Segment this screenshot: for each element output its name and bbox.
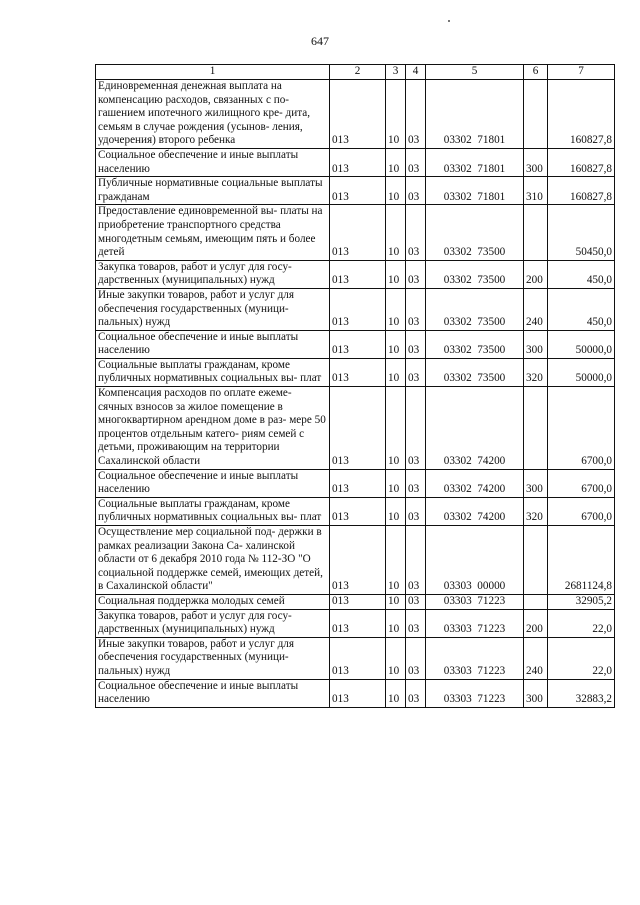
row-col-6: 240: [524, 288, 548, 330]
row-col-3: 10: [386, 594, 406, 609]
row-col-6: [524, 387, 548, 470]
row-col-3: 10: [386, 148, 406, 176]
row-col-5: 03303 71223: [426, 679, 524, 707]
row-name: Предоставление единовременной вы- платы на приобретение транспортного средства многодетным семьям, имеющим пять и более детей: [96, 205, 330, 260]
row-name: Компенсация расходов по оплате ежеме- сячных взносов за жилое помещение в многоквартирном арендном доме в раз- мере 50 процентов отдельным катего- риям семей с детьми, проживающим на территории Сахалинской области: [96, 387, 330, 470]
row-col-3: 10: [386, 637, 406, 679]
row-col-5: 03303 71223: [426, 637, 524, 679]
scan-speck: [448, 20, 450, 22]
row-name: Закупка товаров, работ и услуг для госу- дарственных (муниципальных) нужд: [96, 260, 330, 288]
row-name: Осуществление мер социальной под- держки в рамках реализации Закона Са- халинской области от 6 декабря 2010 года № 112-ЗО "О социальной поддержке семей, имеющих детей, в Сахалинской области": [96, 526, 330, 595]
row-name: Иные закупки товаров, работ и услуг для обеспечения государственных (муници- пальных) нужд: [96, 637, 330, 679]
row-col-6: 300: [524, 330, 548, 358]
header-col-3: 3: [386, 65, 406, 80]
row-col-6: [524, 594, 548, 609]
row-col-7: 50000,0: [548, 330, 615, 358]
row-col-7: 6700,0: [548, 387, 615, 470]
row-name: Социальная поддержка молодых семей: [96, 594, 330, 609]
row-col-4: 03: [406, 205, 426, 260]
row-name: Единовременная денежная выплата на компенсацию расходов, связанных с по- гашением ипотечного жилищного кре- дита, семьям в случае рождения (усынов- ления, удочерения) второго ребенка: [96, 80, 330, 149]
row-col-7: 32905,2: [548, 594, 615, 609]
row-col-5: 03303 71223: [426, 594, 524, 609]
header-col-4: 4: [406, 65, 426, 80]
row-col-4: 03: [406, 260, 426, 288]
row-col-3: 10: [386, 469, 406, 497]
header-col-5: 5: [426, 65, 524, 80]
row-col-2: 013: [330, 609, 386, 637]
row-col-5: 03302 73500: [426, 330, 524, 358]
row-col-7: 50450,0: [548, 205, 615, 260]
table-row: [96, 497, 615, 525]
row-col-3: 10: [386, 288, 406, 330]
row-col-2: 013: [330, 177, 386, 205]
row-col-6: 320: [524, 358, 548, 386]
row-col-4: 03: [406, 288, 426, 330]
row-col-2: 013: [330, 148, 386, 176]
row-col-3: 10: [386, 80, 406, 149]
row-col-3: 10: [386, 497, 406, 525]
row-name: Иные закупки товаров, работ и услуг для обеспечения государственных (муници- пальных) нужд: [96, 288, 330, 330]
row-col-4: 03: [406, 469, 426, 497]
row-col-4: 03: [406, 387, 426, 470]
row-name: Закупка товаров, работ и услуг для госу- дарственных (муниципальных) нужд: [96, 609, 330, 637]
row-col-6: 200: [524, 609, 548, 637]
row-col-2: 013: [330, 205, 386, 260]
row-col-5: 03302 74200: [426, 497, 524, 525]
row-name: Социальное обеспечение и иные выплаты населению: [96, 469, 330, 497]
table-row: [96, 205, 615, 260]
table-row: [96, 594, 615, 609]
row-col-2: 013: [330, 469, 386, 497]
row-name: Социальное обеспечение и иные выплаты населению: [96, 330, 330, 358]
row-col-7: 160827,8: [548, 80, 615, 149]
table-row: [96, 358, 615, 386]
row-col-5: 03302 74200: [426, 469, 524, 497]
row-name: Социальные выплаты гражданам, кроме публичных нормативных социальных вы- плат: [96, 497, 330, 525]
row-col-3: 10: [386, 177, 406, 205]
row-col-3: 10: [386, 358, 406, 386]
row-col-3: 10: [386, 387, 406, 470]
row-col-7: 2681124,8: [548, 526, 615, 595]
row-col-2: 013: [330, 387, 386, 470]
budget-table: [95, 64, 615, 708]
table-row: [96, 526, 615, 595]
row-col-7: 6700,0: [548, 469, 615, 497]
row-col-4: 03: [406, 80, 426, 149]
row-col-4: 03: [406, 358, 426, 386]
row-col-6: 200: [524, 260, 548, 288]
row-col-2: 013: [330, 330, 386, 358]
row-col-7: 22,0: [548, 609, 615, 637]
row-col-2: 013: [330, 594, 386, 609]
row-col-5: 03303 71223: [426, 609, 524, 637]
row-col-6: 300: [524, 679, 548, 707]
row-col-5: 03302 71801: [426, 80, 524, 149]
row-name: Социальное обеспечение и иные выплаты населению: [96, 148, 330, 176]
table-row: [96, 148, 615, 176]
row-col-2: 013: [330, 80, 386, 149]
row-col-5: 03302 73500: [426, 288, 524, 330]
row-col-4: 03: [406, 609, 426, 637]
row-col-2: 013: [330, 679, 386, 707]
row-col-2: 013: [330, 497, 386, 525]
row-col-4: 03: [406, 637, 426, 679]
table-row: [96, 679, 615, 707]
row-col-4: 03: [406, 679, 426, 707]
row-col-3: 10: [386, 526, 406, 595]
page-number: 647: [311, 34, 329, 48]
table-row: [96, 609, 615, 637]
header-col-6: 6: [524, 65, 548, 80]
row-col-4: 03: [406, 177, 426, 205]
table-row: [96, 260, 615, 288]
header-col-7: 7: [548, 65, 615, 80]
row-col-7: 160827,8: [548, 177, 615, 205]
row-col-4: 03: [406, 526, 426, 595]
row-col-5: 03302 71801: [426, 148, 524, 176]
row-col-6: 320: [524, 497, 548, 525]
row-col-6: 240: [524, 637, 548, 679]
table-row: [96, 330, 615, 358]
table-row: [96, 469, 615, 497]
row-col-4: 03: [406, 497, 426, 525]
row-col-3: 10: [386, 260, 406, 288]
row-col-3: 10: [386, 679, 406, 707]
row-col-2: 013: [330, 260, 386, 288]
table-row: [96, 637, 615, 679]
row-col-6: [524, 80, 548, 149]
row-col-5: 03302 73500: [426, 260, 524, 288]
row-col-3: 10: [386, 205, 406, 260]
header-row: [96, 65, 615, 80]
row-col-6: [524, 526, 548, 595]
header-col-1: 1: [96, 65, 330, 80]
row-col-3: 10: [386, 330, 406, 358]
row-col-6: 300: [524, 469, 548, 497]
row-col-2: 013: [330, 637, 386, 679]
row-col-7: 450,0: [548, 260, 615, 288]
row-col-7: 32883,2: [548, 679, 615, 707]
row-col-7: 50000,0: [548, 358, 615, 386]
row-col-5: 03303 00000: [426, 526, 524, 595]
row-name: Социальное обеспечение и иные выплаты населению: [96, 679, 330, 707]
row-col-7: 6700,0: [548, 497, 615, 525]
row-col-6: [524, 205, 548, 260]
table-row: [96, 80, 615, 149]
row-col-3: 10: [386, 609, 406, 637]
row-col-2: 013: [330, 358, 386, 386]
row-col-5: 03302 73500: [426, 205, 524, 260]
row-col-5: 03302 71801: [426, 177, 524, 205]
row-col-6: 300: [524, 148, 548, 176]
table-row: [96, 288, 615, 330]
row-col-5: 03302 74200: [426, 387, 524, 470]
row-col-7: 160827,8: [548, 148, 615, 176]
table-row: [96, 177, 615, 205]
row-col-4: 03: [406, 330, 426, 358]
row-col-5: 03302 73500: [426, 358, 524, 386]
row-col-4: 03: [406, 594, 426, 609]
row-col-2: 013: [330, 288, 386, 330]
row-col-2: 013: [330, 526, 386, 595]
row-name: Социальные выплаты гражданам, кроме публичных нормативных социальных вы- плат: [96, 358, 330, 386]
row-col-6: 310: [524, 177, 548, 205]
row-name: Публичные нормативные социальные выплаты гражданам: [96, 177, 330, 205]
row-col-7: 450,0: [548, 288, 615, 330]
row-col-7: 22,0: [548, 637, 615, 679]
table-row: [96, 387, 615, 470]
header-col-2: 2: [330, 65, 386, 80]
row-col-4: 03: [406, 148, 426, 176]
